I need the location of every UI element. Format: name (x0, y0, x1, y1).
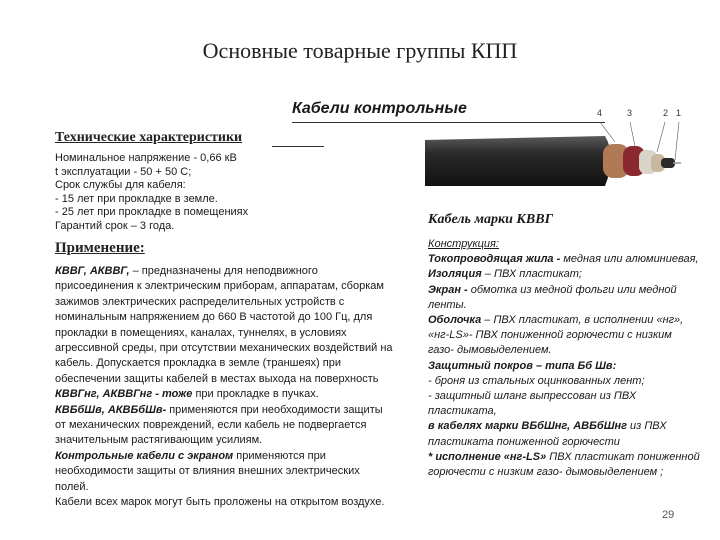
app-paragraph: КВБбШв, АКВБбШв- применяются при необходимости защиты от механических повреждений, если кабель не подвергается значительным растягивающим усилиям. (55, 403, 383, 447)
tech-specs (55, 152, 375, 233)
construction-header: Конструкция: (428, 238, 499, 250)
application-header: Применение: (55, 240, 145, 256)
tech-line: - 25 лет при прокладке в помещениях (55, 206, 249, 218)
section-subtitle: Кабели контрольные (292, 100, 467, 117)
construction-text (428, 237, 700, 480)
app-paragraph: Кабели всех марок могут быть проложены на открытом воздухе. (55, 496, 385, 509)
page-number: 29 (662, 509, 675, 521)
tech-line: t эксплуатации - 50 + 50 С; (55, 165, 192, 178)
app-paragraph: КВВГ, АКВВГ, – предназначены для неподвижного присоединения к электрическим приборам, аппаратам, сборкам зажимов электрических распределительных устройств с номинальным напряжением до 660 В частотой до 100 Гц, для прокладки в помещениях, каналах, туннелях, в условиях агрессивной среды, при отсутствии механических воздействий на кабель. Допускается прокладка в земле (траншеях) при обеспечении защиты кабелей в местах выхода на поверхность (55, 265, 393, 385)
constr-line: в кабелях марки ВБбШнг, АВБбШнг из ПВХ пластиката пониженной горючести (428, 420, 667, 448)
tech-line: Срок службы для кабеля: (55, 179, 186, 191)
tech-line: Номинальное напряжение - 0,66 кВ (55, 152, 237, 164)
constr-line: Защитный покров – типа Бб Шв: (428, 359, 617, 372)
constr-line: - броня из стальных оцинкованных лент; (428, 374, 645, 387)
tech-header: Технические характеристики (55, 130, 243, 145)
cable-drawing (425, 120, 705, 200)
application-text (55, 264, 395, 511)
cable-label: 3 (627, 108, 633, 118)
slide-title: Основные товарные группы КПП (202, 38, 518, 63)
tech-line: Гарантий срок – 3 года. (55, 219, 175, 232)
constr-line: * исполнение «нг-LS» ПВХ пластикат пониженной горючести с низким газо- дымовыделением ; (428, 450, 700, 479)
cable-label: 4 (597, 108, 603, 118)
tech-line: - 15 лет при прокладке в земле. (55, 192, 218, 205)
cable-label: 1 (676, 108, 682, 118)
cable-label: 2 (663, 108, 669, 118)
cable-image (425, 108, 705, 200)
constr-line: - защитный шланг выпрессован из ПВХ пластиката, (428, 390, 637, 418)
constr-line: Изоляция – ПВХ пластикат; (428, 268, 582, 281)
app-paragraph: Контрольные кабели с экраном применяются при необходимости защиты от влияния внешних электрических полей. (55, 449, 360, 493)
cable-caption: Кабель марки КВВГ (428, 212, 554, 227)
tech-header-line (272, 146, 324, 147)
constr-line: Токопроводящая жила - медная или алюминиевая, (428, 253, 699, 266)
constr-line: Оболочка – ПВХ пластикат, в исполнении «нг», «нг-LS»- ПВХ пониженной горючести с низким газо- дымовыделением. (428, 314, 684, 357)
app-paragraph: КВВГнг, АКВВГнг - тоже при прокладке в пучках. (55, 388, 319, 401)
constr-line: Экран - обмотка из медной фольги или медной ленты. (428, 283, 677, 311)
